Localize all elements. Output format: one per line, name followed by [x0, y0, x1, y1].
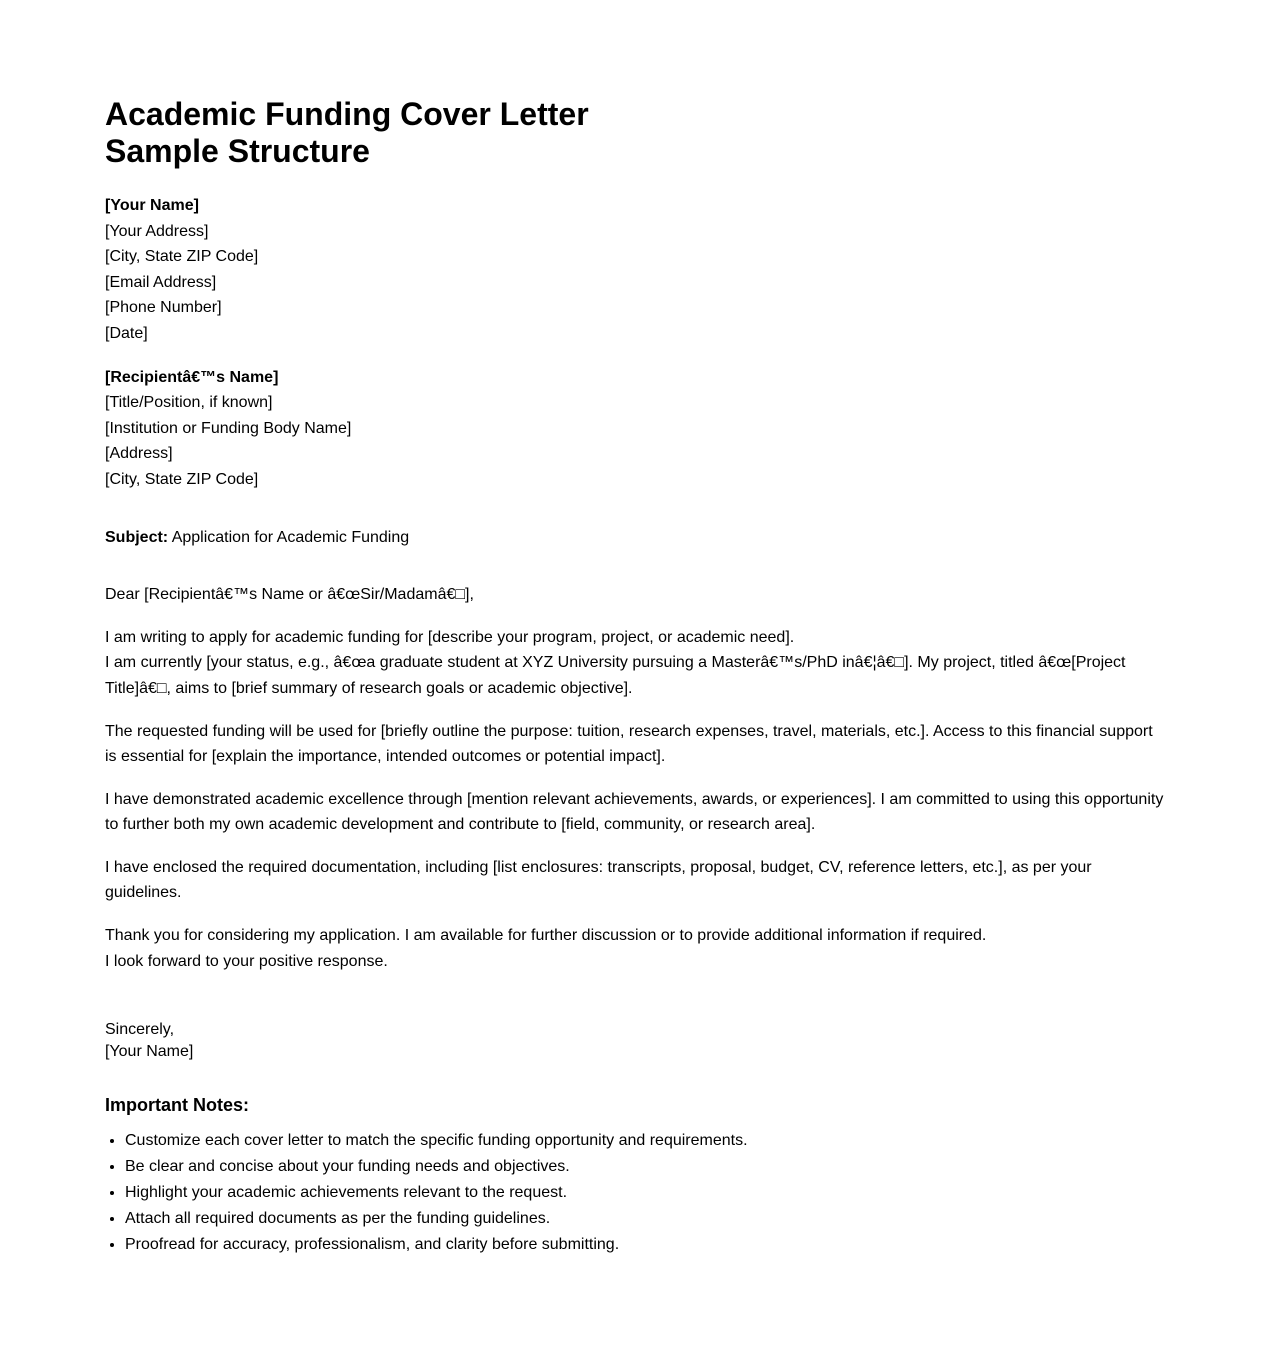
page-title: Academic Funding Cover Letter Sample Structure — [105, 96, 589, 169]
notes-list — [105, 1128, 1165, 1258]
recipient-address: [Address] — [105, 445, 173, 463]
notes-heading: Important Notes: — [105, 1095, 249, 1116]
recipient-name: [Recipientâ€™s Name] — [105, 368, 279, 386]
list-item: • Customize each cover letter to match the specific funding opportunity and requirements. — [125, 1128, 1165, 1154]
signature-name: [Your Name] — [105, 1043, 194, 1061]
paragraph-thanks — [105, 923, 1165, 974]
sender-city: [City, State ZIP Code] — [105, 248, 259, 266]
paragraph-thanks-line-1: Thank you for considering my application. I am available for further discussion or to provide additional information if required. — [105, 927, 987, 945]
recipient-title: [Title/Position, if known] — [105, 394, 273, 412]
sender-email: [Email Address] — [105, 273, 217, 291]
document-page — [105, 96, 1165, 1258]
recipient-institution: [Institution or Funding Body Name] — [105, 419, 352, 437]
sender-block — [105, 193, 1165, 347]
paragraph-intro-line-2: I am currently [your status, e.g., â€œa graduate student at XYZ University pursuing a Masterâ€™s/PhD inâ€¦â€□]. My project, titled â€œ[Project Title]â€□, aims to [brief summary of research goals or academic objective]. — [105, 654, 1126, 697]
list-item: • Proofread for accuracy, professionalism, and clarity before submitting. — [125, 1232, 1165, 1258]
paragraph-intro-line-1: I am writing to apply for academic funding for [describe your program, project, or academic need]. — [105, 628, 795, 646]
sender-address: [Your Address] — [105, 222, 209, 240]
paragraph-funding-use: The requested funding will be used for [briefly outline the purpose: tuition, research expenses, travel, materials, etc.]. Access to this financial support is essential for [explain the importance, intended outcomes or potential impact]. — [105, 722, 1153, 766]
paragraph-achievements: I have demonstrated academic excellence through [mention relevant achievements, awards, or experiences]. I am committed to using this opportunity to further both my own academic development and contribute to [field, community, or research area]. — [105, 790, 1164, 834]
list-item: • Be clear and concise about your funding needs and objectives. — [125, 1154, 1165, 1180]
recipient-city: [City, State ZIP Code] — [105, 470, 259, 488]
subject-line — [105, 525, 1165, 551]
sender-date: [Date] — [105, 324, 148, 342]
list-item: • Attach all required documents as per the funding guidelines. — [125, 1206, 1165, 1232]
subject-text: Application for Academic Funding — [168, 528, 410, 546]
paragraph-enclosures: I have enclosed the required documentation, including [list enclosures: transcripts, proposal, budget, CV, reference letters, etc.], as per your guidelines. — [105, 858, 1092, 902]
subject-label: Subject: — [105, 528, 169, 546]
paragraph-intro — [105, 625, 1165, 702]
sender-name: [Your Name] — [105, 197, 199, 214]
recipient-block — [105, 365, 1165, 493]
salutation: Dear [Recipientâ€™s Name or â€œSir/Madamâ€□], — [105, 586, 474, 604]
sender-phone: [Phone Number] — [105, 299, 222, 317]
paragraph-thanks-line-2: I look forward to your positive response. — [105, 952, 388, 970]
closing-block — [105, 1019, 1165, 1063]
list-item: • Highlight your academic achievements relevant to the request. — [125, 1180, 1165, 1206]
valediction: Sincerely, — [105, 1021, 175, 1039]
